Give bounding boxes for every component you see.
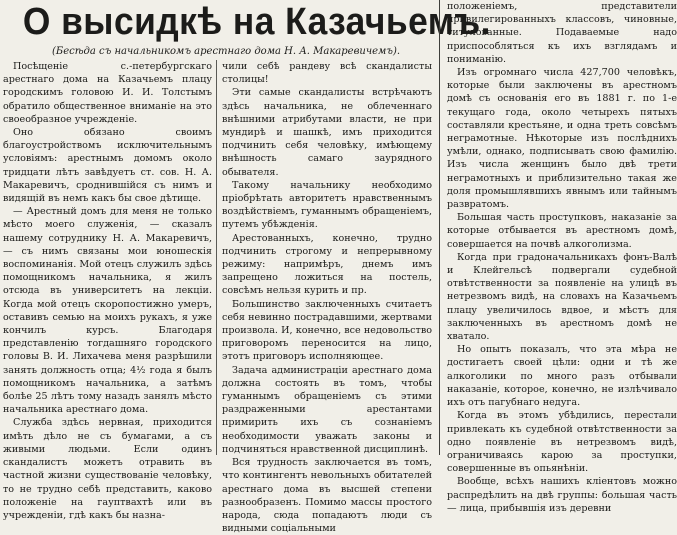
paragraph: — Арестный домъ для меня не только мѣсто моего служенія, — сказалъ нашему сотруднику Н. А. Макаревичъ, — съ нимъ связаны мои юношескія воспоминанія. Мой отецъ служилъ здѣсь помощникомъ начальника, я жилъ отсюда въ университетъ на лекціи. Когда мой отецъ скоропостижно умеръ, оставивъ семью на моихъ рукахъ, я уже кончилъ курсъ. Благодаря представленію тогдашняго городского головы В. И. Лихачева меня разрѣшили занять должность отца; 4½ года я былъ помощникомъ начальника, а затѣмъ болѣе 25 лѣтъ тому назадъ занялъ мѣсто начальника арестнаго дома. (3, 206, 212, 416)
paragraph: положеніемъ, представители привилегированныхъ классовъ, чиновные, титулованные. Подаваемые надо приспособляться къ ихъ взглядамъ и пониманію. (447, 1, 677, 65)
paragraph: Вся трудность заключается въ томъ, что контингентъ невольныхъ обитателей арестнаго дома въ высшей степени разнообразенъ. Помимо массы простого народа, сюда попадаютъ люди съ видными соціальными (222, 457, 432, 535)
column-divider (216, 60, 217, 455)
paragraph: чили себѣ рандеву всѣ скандалисты столицы! (222, 61, 432, 86)
article-title: О высидкѣ на Казачьемъ. (22, 1, 491, 43)
text-column-3 (447, 0, 677, 514)
paragraph: Такому начальнику необходимо пріобрѣтать авторитетъ нравственнымъ воздѣйствіемъ, гуманнымъ обращеніемъ, путемъ убѣжденія. (222, 179, 432, 231)
paragraph: Вообще, всѣхъ нашихъ кліентовъ можно распредѣлить на двѣ группы: большая часть — лица, прибывшія изъ деревни (447, 476, 677, 514)
paragraph: Но опытъ показалъ, что эта мѣра не достигаетъ своей цѣли: одни и тѣ же алкоголики по много разъ отбывали наказаніе, которое, конечно, не излѣчивало ихъ отъ пагубнаго недуга. (447, 344, 677, 409)
paragraph: Оно обязано своимъ благоустройствомъ исключительнымъ условіямъ: арестнымъ домомъ около тридцати лѣтъ завѣдуетъ ст. сов. Н. А. Макаревичъ, сроднившійся съ нимъ и видящій въ немъ какъ бы свое дѣтище. (3, 127, 212, 205)
article-subtitle: (Бесѣда съ начальникомъ арестнаго дома Н. А. Макаревичемъ). (51, 46, 401, 57)
paragraph: Изъ огромнаго числа 427,700 человѣкъ, которые были заключены въ арестномъ домѣ съ основанія его въ 1881 г. по 1-е текущаго года, около четырехъ пятыхъ составляли крестьяне, и одна треть совсѣмъ неграмотные. Нѣкоторые изъ послѣднихъ умѣли, однако, подписывать свою фамилію. Изъ числа женщинъ было двѣ трети неграмотныхъ и приблизительно такая же доля промышлявшихъ явнымъ или тайнымъ развратомъ. (447, 67, 677, 211)
column-divider (439, 0, 440, 455)
paragraph: Задача администраціи арестнаго дома должна состоять въ томъ, чтобы гуманнымъ обращеніемъ съ этими раздраженными арестантами примирить ихъ съ сознаніемъ необходимости уважать законы и подчиняться нравственной дисциплинѣ. (222, 364, 432, 455)
paragraph: Когда при градоначальникахъ фонъ-Валѣ и Клейгельсѣ подвергали судебной отвѣтственности за появленіе на улицѣ въ нетрезвомъ видѣ, на словахъ на Казачьемъ плацу увеличилось вдвое, и мѣстъ для заключенныхъ въ арестномъ домѣ не хватало. (447, 251, 677, 343)
text-column-2 (222, 60, 432, 535)
paragraph: Большая часть проступковъ, наказаніе за которые отбывается въ арестномъ домѣ, совершается на почвѣ алкоголизма. (447, 212, 677, 250)
text-column-1 (3, 60, 212, 521)
paragraph: Когда въ этомъ убѣдились, перестали привлекать къ судебной отвѣтственности за одно появленіе въ нетрезвомъ видѣ, ограничиваясь карою за проступки, совершенные въ опьянѣніи. (447, 410, 677, 475)
paragraph: Служба здѣсь нервная, приходится имѣть дѣло не съ бумагами, а съ живыми людьми. Если одинъ скандалистъ можетъ отравить въ частной жизни существованіе человѣку, то не трудно себѣ представить, каково положеніе на гауптвахтѣ или въ учрежденіи, гдѣ какъ бы назна- (3, 417, 212, 521)
paragraph: Арестованныхъ, конечно, трудно подчинить строгому и непрерывному режиму: напримѣръ, днемъ имъ запрещено ложиться на постель, совсѣмъ нельзя курить и пр. (222, 232, 432, 297)
paragraph: Посѣщеніе с.-петербургскаго арестнаго дома на Казачьемъ плацу городскимъ головою И. И. Толстымъ обратило общественное вниманіе на это своеобразное учрежденіе. (3, 61, 212, 125)
paragraph: Эти самые скандалисты встрѣчаютъ здѣсь начальника, не облеченнаго внѣшними атрибутами власти, не при мундирѣ и шашкѣ, имъ приходится подчинить себя человѣку, имѣющему внѣшность самаго заурядного обывателя. (222, 87, 432, 178)
paragraph: Большинство заключенныхъ считаетъ себя невинно пострадавшими, жертвами произвола. И, конечно, все недовольство приговоромъ переносится на лицо, этотъ приговоръ исполняющее. (222, 298, 432, 363)
